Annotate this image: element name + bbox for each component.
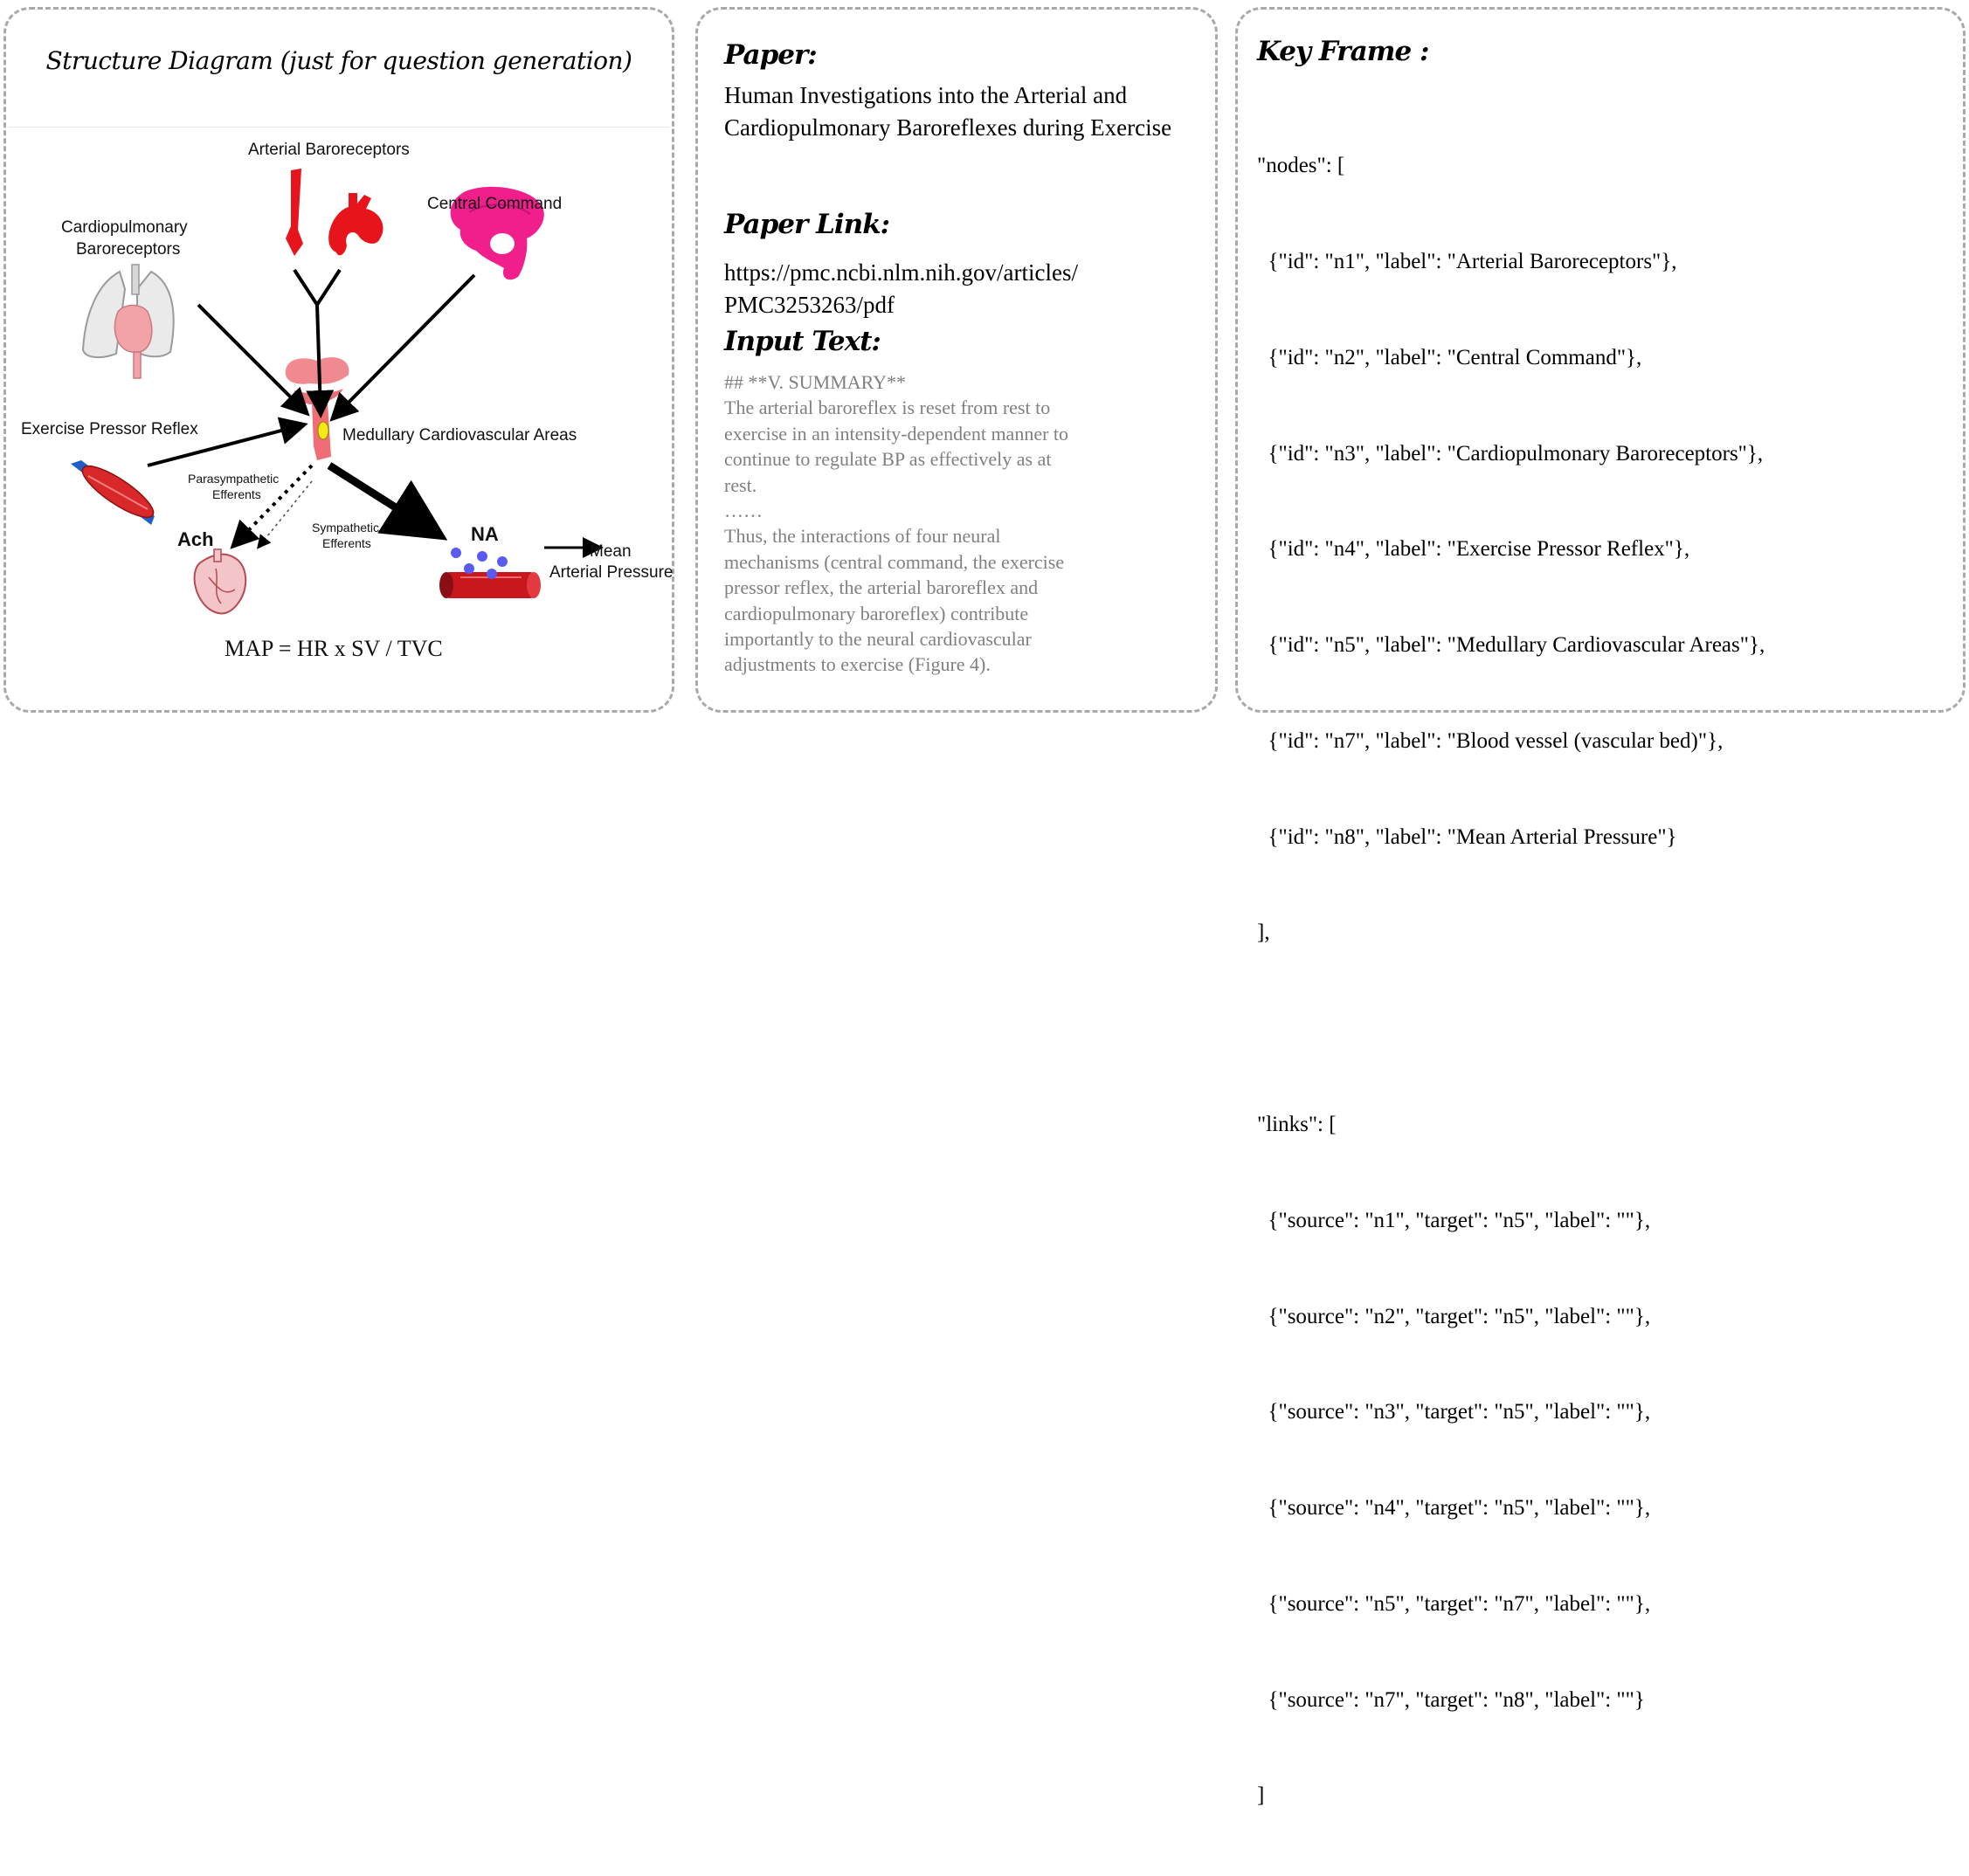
code-line [1257, 1013, 1765, 1045]
label-medullary-areas: Medullary Cardiovascular Areas [342, 426, 577, 445]
label-parasympathetic-1: Parasympathetic [188, 472, 280, 486]
map-formula: MAP = HR x SV / TVC [225, 636, 443, 661]
paper-title: Human Investigations into the Arterial and Cardiopulmonary Baroreflexes during Exercise [724, 82, 1172, 141]
label-cardiopulmonary-2: Baroreceptors [76, 240, 181, 259]
label-ach: Ach [177, 528, 214, 550]
code-line: {"source": "n4", "target": "n5", "label": ""}, [1257, 1496, 1651, 1521]
code-line: {"source": "n3", "target": "n5", "label": ""}, [1257, 1400, 1651, 1424]
paper-info-panel [695, 7, 1218, 713]
input-text-body [724, 369, 1213, 678]
code-line: {"id": "n3", "label": "Cardiopulmonary Baroreceptors"}, [1257, 441, 1764, 466]
lungs-icon [83, 265, 174, 378]
code-line: {"id": "n5", "label": "Medullary Cardiovascular Areas"}, [1257, 633, 1765, 658]
paper-heading: Paper: [724, 39, 817, 71]
label-arterial-baroreceptors: Arterial Baroreceptors [248, 141, 410, 159]
input-line: continue to regulate BP as effectively as at [724, 448, 1052, 471]
input-line: pressor reflex, the arterial baroreflex and [724, 576, 1039, 599]
input-line: cardiopulmonary baroreflex) contribute [724, 602, 1029, 624]
label-na: NA [471, 523, 499, 545]
label-mean: Mean [590, 542, 632, 561]
key-frame-heading: Key Frame : [1257, 36, 1429, 67]
label-parasympathetic-2: Efferents [212, 487, 261, 501]
label-exercise-pressor-reflex: Exercise Pressor Reflex [21, 420, 198, 438]
code-line: {"source": "n7", "target": "n8", "label": ""} [1257, 1687, 1645, 1712]
arrow-arterial-to-medulla [294, 270, 340, 411]
code-line: {"id": "n8", "label": "Mean Arterial Pressure"} [1257, 824, 1677, 849]
code-line: ], [1257, 921, 1270, 945]
code-line: "nodes": [ [1257, 154, 1345, 178]
label-central-command: Central Command [427, 195, 563, 213]
input-line: importantly to the neural cardiovascular [724, 628, 1032, 651]
code-line: {"id": "n4", "label": "Exercise Pressor Reflex"}, [1257, 537, 1690, 562]
arterial-vessel-icon [286, 169, 303, 256]
input-text-heading: Input Text: [724, 326, 881, 357]
code-line: {"source": "n5", "target": "n7", "label": ""}, [1257, 1591, 1651, 1616]
baroreflex-figure [6, 10, 677, 715]
input-line: rest. [724, 473, 757, 496]
heart-icon [195, 549, 246, 613]
code-line: ] [1257, 1783, 1265, 1808]
input-line: …… [724, 500, 763, 522]
structure-diagram-panel [3, 7, 674, 713]
code-line: {"source": "n1", "target": "n5", "label": ""}, [1257, 1208, 1651, 1232]
label-cardiopulmonary-1: Cardiopulmonary [61, 218, 188, 237]
code-line: {"source": "n2", "target": "n5", "label": ""}, [1257, 1304, 1651, 1328]
key-frame-code [1257, 86, 1765, 1876]
paper-link-heading: Paper Link: [724, 209, 890, 240]
arrow-cardiopulmonary-to-medulla [198, 305, 305, 411]
input-line: The arterial baroreflex is reset from rest to [724, 397, 1051, 419]
paper-link-line-2[interactable]: PMC3253263/pdf [724, 292, 895, 318]
input-line: adjustments to exercise (Figure 4). [724, 653, 991, 676]
arrow-central-command-to-medulla [335, 275, 474, 417]
muscle-icon [71, 459, 160, 526]
label-sympathetic-1: Sympathetic [312, 521, 380, 535]
input-line: ## **V. SUMMARY** [724, 371, 907, 393]
diagram-title: Structure Diagram (just for question generation) [45, 46, 632, 75]
key-frame-panel [1235, 7, 1966, 1808]
input-line: Thus, the interactions of four neural [724, 525, 1001, 548]
medulla-icon [286, 357, 349, 460]
paper-link-line-1[interactable]: https://pmc.ncbi.nlm.nih.gov/articles/ [724, 259, 1078, 286]
code-line: {"id": "n1", "label": "Arterial Baroreceptors"}, [1257, 249, 1677, 273]
input-line: mechanisms (central command, the exercise [724, 550, 1065, 573]
input-line: exercise in an intensity-dependent manner to [724, 422, 1069, 445]
aortic-arch-icon [328, 193, 383, 255]
paper-link[interactable] [724, 257, 1213, 321]
label-arterial-pressure: Arterial Pressure [549, 563, 674, 582]
code-line: {"id": "n7", "label": "Blood vessel (vascular bed)"}, [1257, 728, 1724, 753]
label-sympathetic-2: Efferents [322, 536, 371, 550]
code-line: {"id": "n2", "label": "Central Command"}, [1257, 345, 1642, 369]
code-line: "links": [ [1257, 1113, 1337, 1136]
